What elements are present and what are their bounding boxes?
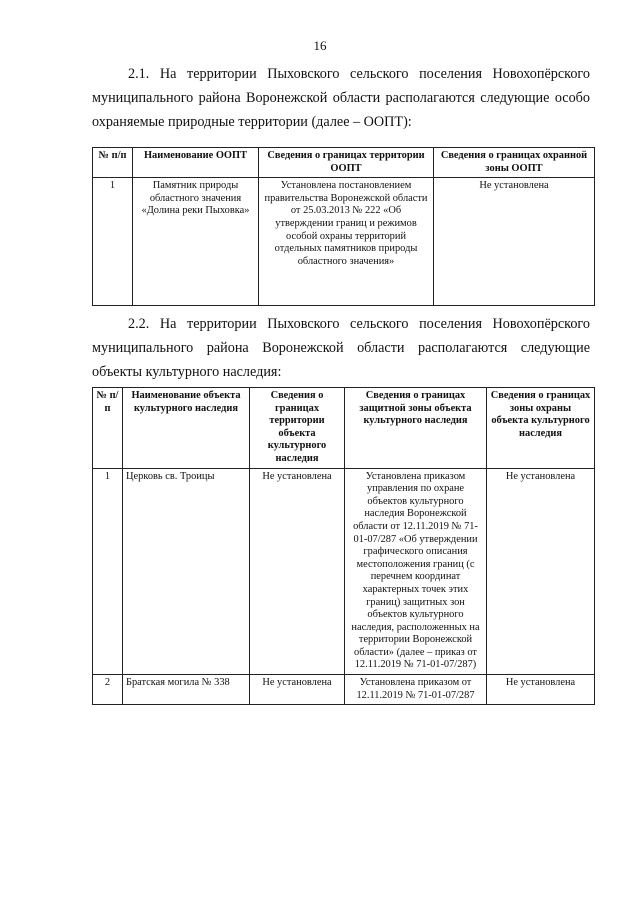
table-row xyxy=(93,675,595,705)
cell-protection-zone: Не установлена xyxy=(487,468,595,675)
col-header-protection-zone: Сведения о границах зоны охраны объекта культурного наследия xyxy=(487,388,595,469)
cell-name: Памятник природы областного значения «Долина реки Пыховка» xyxy=(133,178,259,306)
cell-protection-zone: Не установлена xyxy=(487,675,595,705)
oopt-table xyxy=(92,147,595,306)
col-header-protection-zone: Сведения о границах охранной зоны ООПТ xyxy=(434,148,595,178)
table-row xyxy=(93,468,595,675)
col-header-name: Наименование ООПТ xyxy=(133,148,259,178)
col-header-protective-zone: Сведения о границах защитной зоны объекта культурного наследия xyxy=(345,388,487,469)
table-header-row xyxy=(93,148,595,178)
section-2-1-paragraph xyxy=(92,62,590,134)
cell-number: 2 xyxy=(93,675,123,705)
section-2-2-text: 2.2. На территории Пыховского сельского поселения Новохопёрского муниципального района Воронежской области располагаются следующие объекты культурного наследия: xyxy=(92,316,590,380)
cell-name: Братская могила № 338 xyxy=(123,675,250,705)
cell-protective-zone: Установлена приказом от 12.11.2019 № 71-01-07/287 xyxy=(345,675,487,705)
page-number: 16 xyxy=(313,38,327,53)
cell-name: Церковь св. Троицы xyxy=(123,468,250,675)
col-header-territory-boundaries: Сведения о границах территории ООПТ xyxy=(259,148,434,178)
table-header-row xyxy=(93,388,595,469)
cell-territory-boundaries: Не установлена xyxy=(250,468,345,675)
col-header-territory-boundaries: Сведения о границах территории объекта культурного наследия xyxy=(250,388,345,469)
cell-protective-zone: Установлена приказом управления по охране объектов культурного наследия Воронежской области от 12.11.2019 № 71-01-07/287 «Об утверждении графического описания местоположения границ (с перечнем координат характерных точек этих границ) защитных зон объектов культурного наследия, расположенных на территории Воронежской области» (далее – приказ от 12.11.2019 № 71-01-07/287) xyxy=(345,468,487,675)
heritage-table xyxy=(92,387,595,705)
section-2-1-text: 2.1. На территории Пыховского сельского поселения Новохопёрского муниципального района Воронежской области располагаются следующие особо охраняемые природные территории (далее – ООПТ): xyxy=(92,66,590,130)
cell-protection-zone: Не установлена xyxy=(434,178,595,306)
section-2-2-paragraph xyxy=(92,312,590,384)
cell-number: 1 xyxy=(93,468,123,675)
table-row xyxy=(93,178,595,306)
col-header-number: № п/п xyxy=(93,148,133,178)
cell-territory-boundaries: Установлена постановлением правительства Воронежской области от 25.03.2013 № 222 «Об утверждении границ и режимов особой охраны территорий отдельных памятников природы областного значения» xyxy=(259,178,434,306)
cell-number: 1 xyxy=(93,178,133,306)
col-header-number: № п/п xyxy=(93,388,123,469)
cell-territory-boundaries: Не установлена xyxy=(250,675,345,705)
col-header-name: Наименование объекта культурного наследия xyxy=(123,388,250,469)
